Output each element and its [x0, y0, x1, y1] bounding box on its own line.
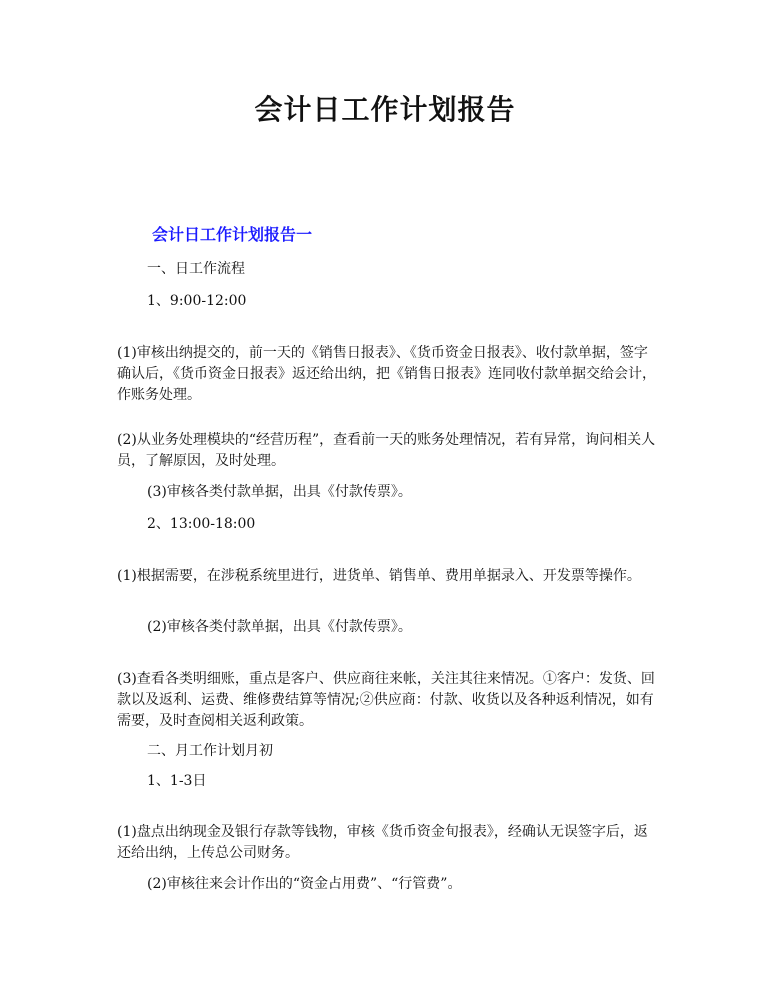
heading-daily-workflow: 一、日工作流程: [147, 261, 245, 277]
subheading-morning: 1、9:00-12:00: [147, 293, 247, 309]
paragraph-morning-1: (1)审核出纳提交的，前一天的《销售日报表》、《货币资金日报表》、收付款单据，签字确认后，《货币资金日报表》返还给出纳，把《销售日报表》连同收付款单据交给会计，作账务处理。: [117, 345, 656, 403]
section-title: 会计日工作计划报告一: [152, 225, 313, 244]
paragraph-morning-3: (3)审核各类付款单据，出具《付款传票》。: [147, 484, 412, 500]
heading-monthly-plan: 二、月工作计划月初: [147, 743, 273, 759]
subheading-days-1-3: 1、1-3日: [147, 773, 207, 789]
paragraph-afternoon-2: (2)审核各类付款单据，出具《付款传票》。: [147, 619, 412, 635]
subheading-afternoon: 2、13:00-18:00: [147, 516, 256, 532]
paragraph-afternoon-1: (1)根据需要，在涉税系统里进行，进货单、销售单、费用单据录入、开发票等操作。: [117, 568, 641, 584]
paragraph-month-1: (1)盘点出纳现金及银行存款等钱物，审核《货币资金旬报表》，经确认无误签字后，返还给出纳，上传总公司财务。: [117, 824, 648, 861]
paragraph-afternoon-3: (3)查看各类明细账，重点是客户、供应商往来帐，关注其往来情况。①客户：发货、回款以及返利、运费、维修费结算等情况;②供应商：付款、收货以及各种返利情况，如有需要，及时查阅相关返利政策。: [117, 671, 655, 729]
paragraph-month-2: (2)审核往来会计作出的“资金占用费”、“行管费”。: [147, 876, 462, 892]
document-title: 会计日工作计划报告: [254, 93, 516, 126]
paragraph-morning-2: (2)从业务处理模块的“经营历程”，查看前一天的账务处理情况，若有异常，询问相关人员，了解原因，及时处理。: [117, 432, 656, 469]
